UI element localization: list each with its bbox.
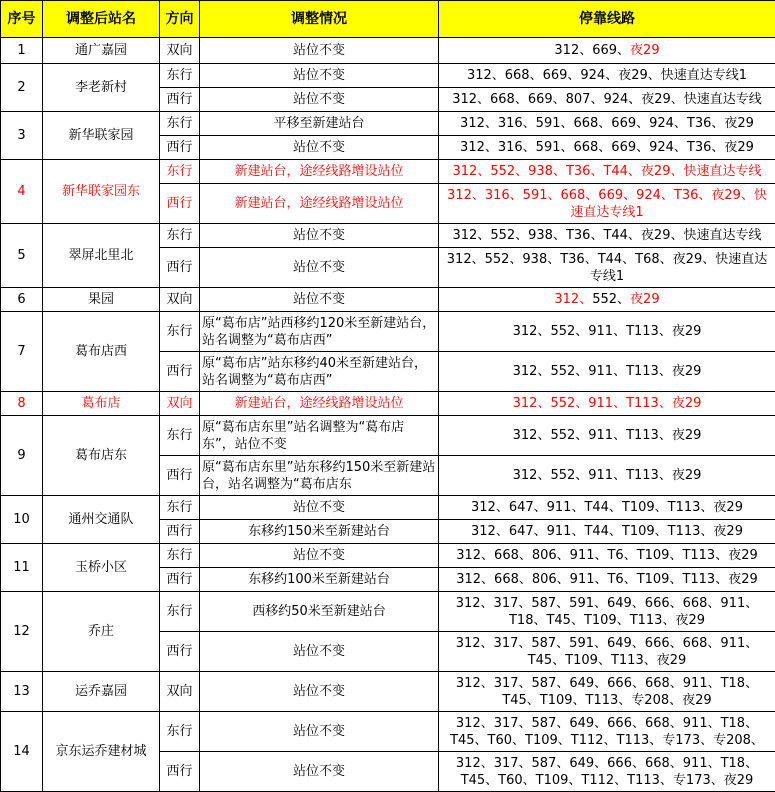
status: 站位不变 xyxy=(200,224,439,248)
stop-name: 李老新村 xyxy=(43,64,160,112)
table-row xyxy=(1,712,775,752)
table-row xyxy=(1,160,775,184)
stop-name: 玉桥小区 xyxy=(43,544,160,592)
status: 站位不变 xyxy=(200,136,439,160)
routes-text: 312、669、 xyxy=(554,43,630,58)
row-no: 6 xyxy=(1,288,43,312)
row-no: 13 xyxy=(1,672,43,712)
routes-red: 312、 xyxy=(554,292,592,307)
routes: 312、317、587、649、666、668、911、T18、T45、T60、T109、T112、T113、专173、夜29 xyxy=(439,752,775,792)
table-row xyxy=(1,416,775,456)
direction: 西行 xyxy=(160,632,200,672)
row-no: 5 xyxy=(1,224,43,288)
table-row xyxy=(1,112,775,136)
routes: 312、668、669、924、夜29、快速直达专线1 xyxy=(439,64,775,88)
direction: 西行 xyxy=(160,88,200,112)
direction: 西行 xyxy=(160,248,200,288)
direction: 双向 xyxy=(160,392,200,416)
stop-name: 葛布店东 xyxy=(43,416,160,496)
table-row xyxy=(1,592,775,632)
routes: 312、552、938、T36、T44、T68、夜29、快速直达专线1 xyxy=(439,248,775,288)
routes: 312、552、911、T113、夜29 xyxy=(439,416,775,456)
row-no: 8 xyxy=(1,392,43,416)
table-row xyxy=(1,224,775,248)
direction: 西行 xyxy=(160,456,200,496)
routes: 312、552、938、T36、T44、夜29、快速直达专线 xyxy=(439,160,775,184)
status: 新建站台，途经线路增设站位 xyxy=(200,392,439,416)
direction: 双向 xyxy=(160,38,200,64)
direction: 东行 xyxy=(160,592,200,632)
direction: 东行 xyxy=(160,160,200,184)
routes: 312、668、806、911、T6、T109、T113、夜29 xyxy=(439,544,775,568)
stop-name: 新华联家园 xyxy=(43,112,160,160)
header-no: 序号 xyxy=(1,1,43,38)
status: 原“葛布店”站西移约120米至新建站台，站名调整为“葛布店西” xyxy=(200,312,439,352)
table-row xyxy=(1,392,775,416)
status: 东移约100米至新建站台 xyxy=(200,568,439,592)
routes: 312、552、911、T113、夜29 xyxy=(439,392,775,416)
direction: 西行 xyxy=(160,520,200,544)
stop-name: 葛布店西 xyxy=(43,312,160,392)
status: 平移至新建站台 xyxy=(200,112,439,136)
routes: 312、317、587、649、666、668、911、T18、T45、T60、T109、T112、T113、专173、专208、 xyxy=(439,712,775,752)
row-no: 12 xyxy=(1,592,43,672)
direction: 东行 xyxy=(160,224,200,248)
routes: 312、317、587、591、649、666、668、911、T45、T109、T113、夜29 xyxy=(439,632,775,672)
status: 站位不变 xyxy=(200,544,439,568)
direction: 东行 xyxy=(160,112,200,136)
stop-name: 翠屏北里北 xyxy=(43,224,160,288)
status: 西移约50米至新建站台 xyxy=(200,592,439,632)
routes: 312、668、806、911、T6、T109、T113、夜29 xyxy=(439,568,775,592)
header-name: 调整后站名 xyxy=(43,1,160,38)
routes: 312、316、591、668、669、924、T36、夜29 xyxy=(439,136,775,160)
status: 站位不变 xyxy=(200,712,439,752)
stop-name: 运乔嘉园 xyxy=(43,672,160,712)
table-row xyxy=(1,288,775,312)
header-row xyxy=(1,1,775,38)
stop-name: 葛布店 xyxy=(43,392,160,416)
stop-name: 新华联家园东 xyxy=(43,160,160,224)
status: 站位不变 xyxy=(200,64,439,88)
routes: 312、668、669、807、924、夜29、快速直达专线 xyxy=(439,88,775,112)
stop-name: 通州交通队 xyxy=(43,496,160,544)
row-no: 11 xyxy=(1,544,43,592)
routes: 312、552、911、T113、夜29 xyxy=(439,352,775,392)
direction: 双向 xyxy=(160,288,200,312)
table-row xyxy=(1,544,775,568)
header-routes: 停靠线路 xyxy=(439,1,775,38)
status: 原“葛布店东里”站名调整为“葛布店东”，站位不变 xyxy=(200,416,439,456)
direction: 西行 xyxy=(160,136,200,160)
table-row xyxy=(1,672,775,712)
routes: 312、647、911、T44、T109、T113、夜29 xyxy=(439,520,775,544)
routes xyxy=(439,288,775,312)
routes: 312、317、587、649、666、668、911、T18、T45、T109、T113、专208、夜29 xyxy=(439,672,775,712)
status: 原“葛布店东里”站东移约150米至新建站台，站名调整为“葛布店东 xyxy=(200,456,439,496)
status: 站位不变 xyxy=(200,248,439,288)
row-no: 3 xyxy=(1,112,43,160)
routes xyxy=(439,38,775,64)
row-no: 14 xyxy=(1,712,43,792)
direction: 西行 xyxy=(160,752,200,792)
direction: 东行 xyxy=(160,416,200,456)
table-row xyxy=(1,312,775,352)
table-row xyxy=(1,496,775,520)
table-row xyxy=(1,64,775,88)
direction: 东行 xyxy=(160,64,200,88)
routes-red-2: 夜29 xyxy=(630,292,660,307)
routes: 312、317、587、591、649、666、668、911、T18、T45、T109、T113、夜29 xyxy=(439,592,775,632)
direction: 西行 xyxy=(160,184,200,224)
status: 新建站台，途经线路增设站位 xyxy=(200,184,439,224)
status: 原“葛布店”站东移约40米至新建站台，站名调整为“葛布店西” xyxy=(200,352,439,392)
direction: 西行 xyxy=(160,352,200,392)
routes: 312、316、591、668、669、924、T36、夜29、快速直达专线1 xyxy=(439,184,775,224)
direction: 东行 xyxy=(160,496,200,520)
direction: 东行 xyxy=(160,312,200,352)
direction: 东行 xyxy=(160,712,200,752)
status: 新建站台，途经线路增设站位 xyxy=(200,160,439,184)
routes: 312、647、911、T44、T109、T113、夜29 xyxy=(439,496,775,520)
routes: 312、552、938、T36、T44、夜29、快速直达专线 xyxy=(439,224,775,248)
status: 站位不变 xyxy=(200,672,439,712)
status: 站位不变 xyxy=(200,38,439,64)
direction: 双向 xyxy=(160,672,200,712)
status: 站位不变 xyxy=(200,496,439,520)
stop-name: 果园 xyxy=(43,288,160,312)
row-no: 9 xyxy=(1,416,43,496)
stop-name: 京东运乔建材城 xyxy=(43,712,160,792)
table-row xyxy=(1,38,775,64)
row-no: 7 xyxy=(1,312,43,392)
direction: 西行 xyxy=(160,568,200,592)
routes: 312、316、591、668、669、924、T36、夜29 xyxy=(439,112,775,136)
row-no: 4 xyxy=(1,160,43,224)
routes: 312、552、911、T113、夜29 xyxy=(439,456,775,496)
stop-name: 乔庄 xyxy=(43,592,160,672)
status: 站位不变 xyxy=(200,288,439,312)
row-no: 1 xyxy=(1,38,43,64)
header-direction: 方向 xyxy=(160,1,200,38)
status: 站位不变 xyxy=(200,752,439,792)
routes: 312、552、911、T113、夜29 xyxy=(439,312,775,352)
routes-text: 552、 xyxy=(592,292,630,307)
status: 东移约150米至新建站台 xyxy=(200,520,439,544)
status: 站位不变 xyxy=(200,632,439,672)
header-status: 调整情况 xyxy=(200,1,439,38)
routes-red: 夜29 xyxy=(630,43,660,58)
row-no: 10 xyxy=(1,496,43,544)
stop-name: 通广嘉园 xyxy=(43,38,160,64)
status: 站位不变 xyxy=(200,88,439,112)
row-no: 2 xyxy=(1,64,43,112)
direction: 东行 xyxy=(160,544,200,568)
